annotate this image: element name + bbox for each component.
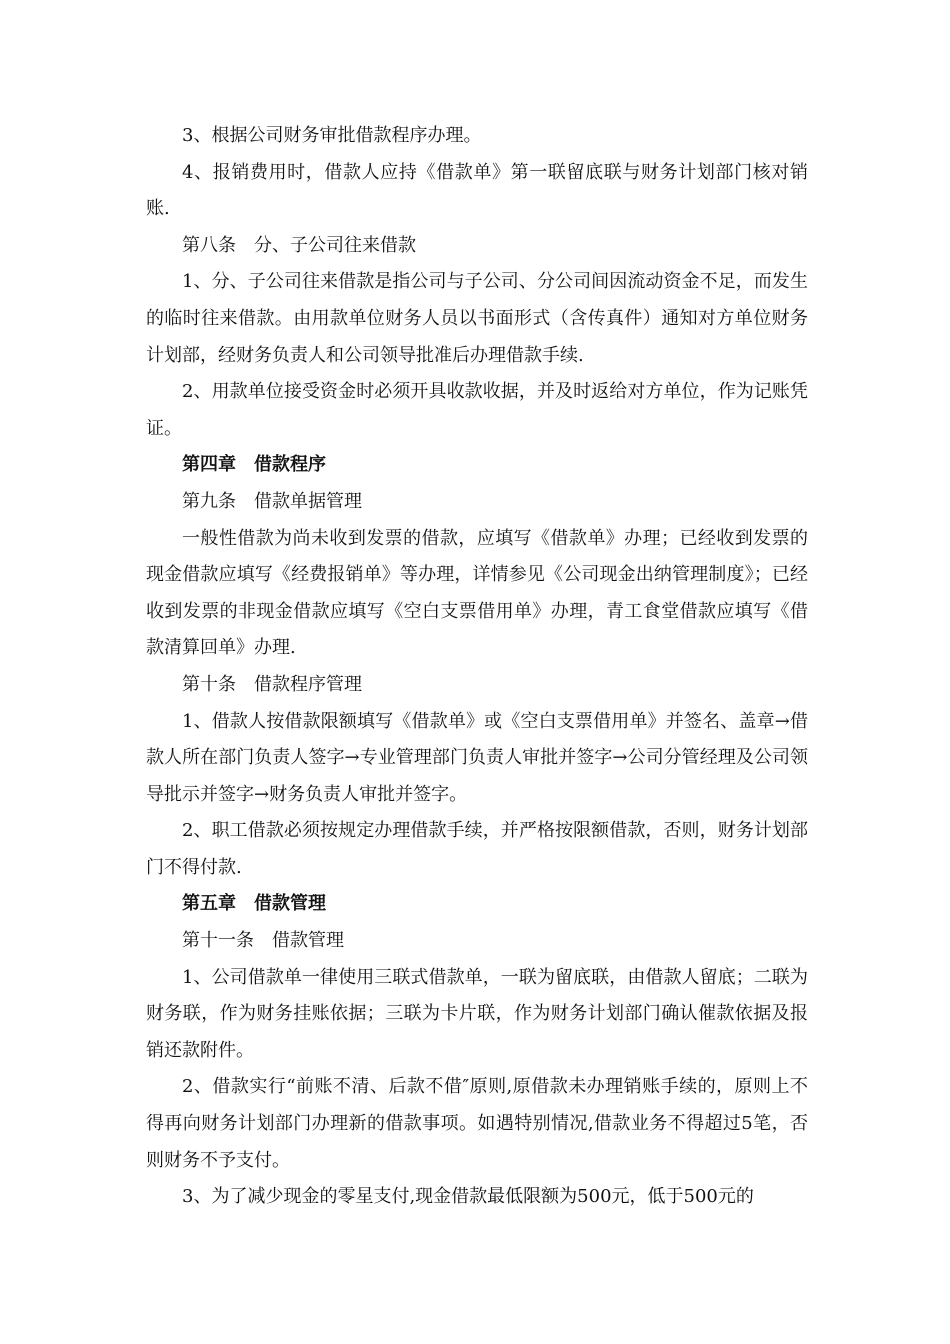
article-title: 第十一条 借款管理 [182,930,344,952]
paragraph: 1、借款人按借款限额填写《借款单》或《空白支票借用单》并签名、盖章→借款人所在部门负责人签字→专业管理部门负责人审批并签字→公司分管经理及公司领导批示并签字→财务负责人审批并签字。 [146,710,808,805]
paragraph: 一般性借款为尚未收到发票的借款，应填写《借款单》办理；已经收到发票的现金借款应填写《经费报销单》等办理，详情参见《公司现金出纳管理制度》；已经收到发票的非现金借款应填写《空白支票借用单》办理，青工食堂借款应填写《借款清算回单》办理. [146,527,808,659]
chapter-heading: 第四章 借款程序 [182,454,326,476]
paragraph: 3、根据公司财务审批借款程序办理。 [182,125,482,146]
paragraph: 2、借款实行“前账不清、后款不借″原则,原借款未办理销账手续的，原则上不得再向财务计划部门办理新的借款事项。如遇特别情况,借款业务不得超过5笔，否则财务不予支付。 [146,1076,808,1171]
paragraph: 2、职工借款必须按规定办理借款手续，并严格按限额借款，否则，财务计划部门不得付款. [146,820,808,878]
article-title: 第八条 分、子公司往来借款 [182,234,416,256]
paragraph: 2、用款单位接受资金时必须开具收款收据，并及时返给对方单位，作为记账凭证。 [146,381,808,439]
paragraph: 1、公司借款单一律使用三联式借款单，一联为留底联，由借款人留底；二联为财务联，作为财务挂账依据；三联为卡片联，作为财务计划部门确认催款依据及报销还款附件。 [146,966,808,1061]
chapter-heading: 第五章 借款管理 [182,893,326,915]
article-title: 第十条 借款程序管理 [182,673,362,695]
paragraph: 1、分、子公司往来借款是指公司与子公司、分公司间因流动资金不足，而发生的临时往来借款。由用款单位财务人员以书面形式（含传真件）通知对方单位财务计划部，经财务负责人和公司领导批准后办理借款手续. [146,271,808,366]
paragraph: 3、为了减少现金的零星支付,现金借款最低限额为500元，低于500元的 [182,1186,754,1208]
paragraph: 4、报销费用时，借款人应持《借款单》第一联留底联与财务计划部门核对销账. [146,161,808,220]
article-title: 第九条 借款单据管理 [182,490,362,512]
document-body [146,118,808,1216]
